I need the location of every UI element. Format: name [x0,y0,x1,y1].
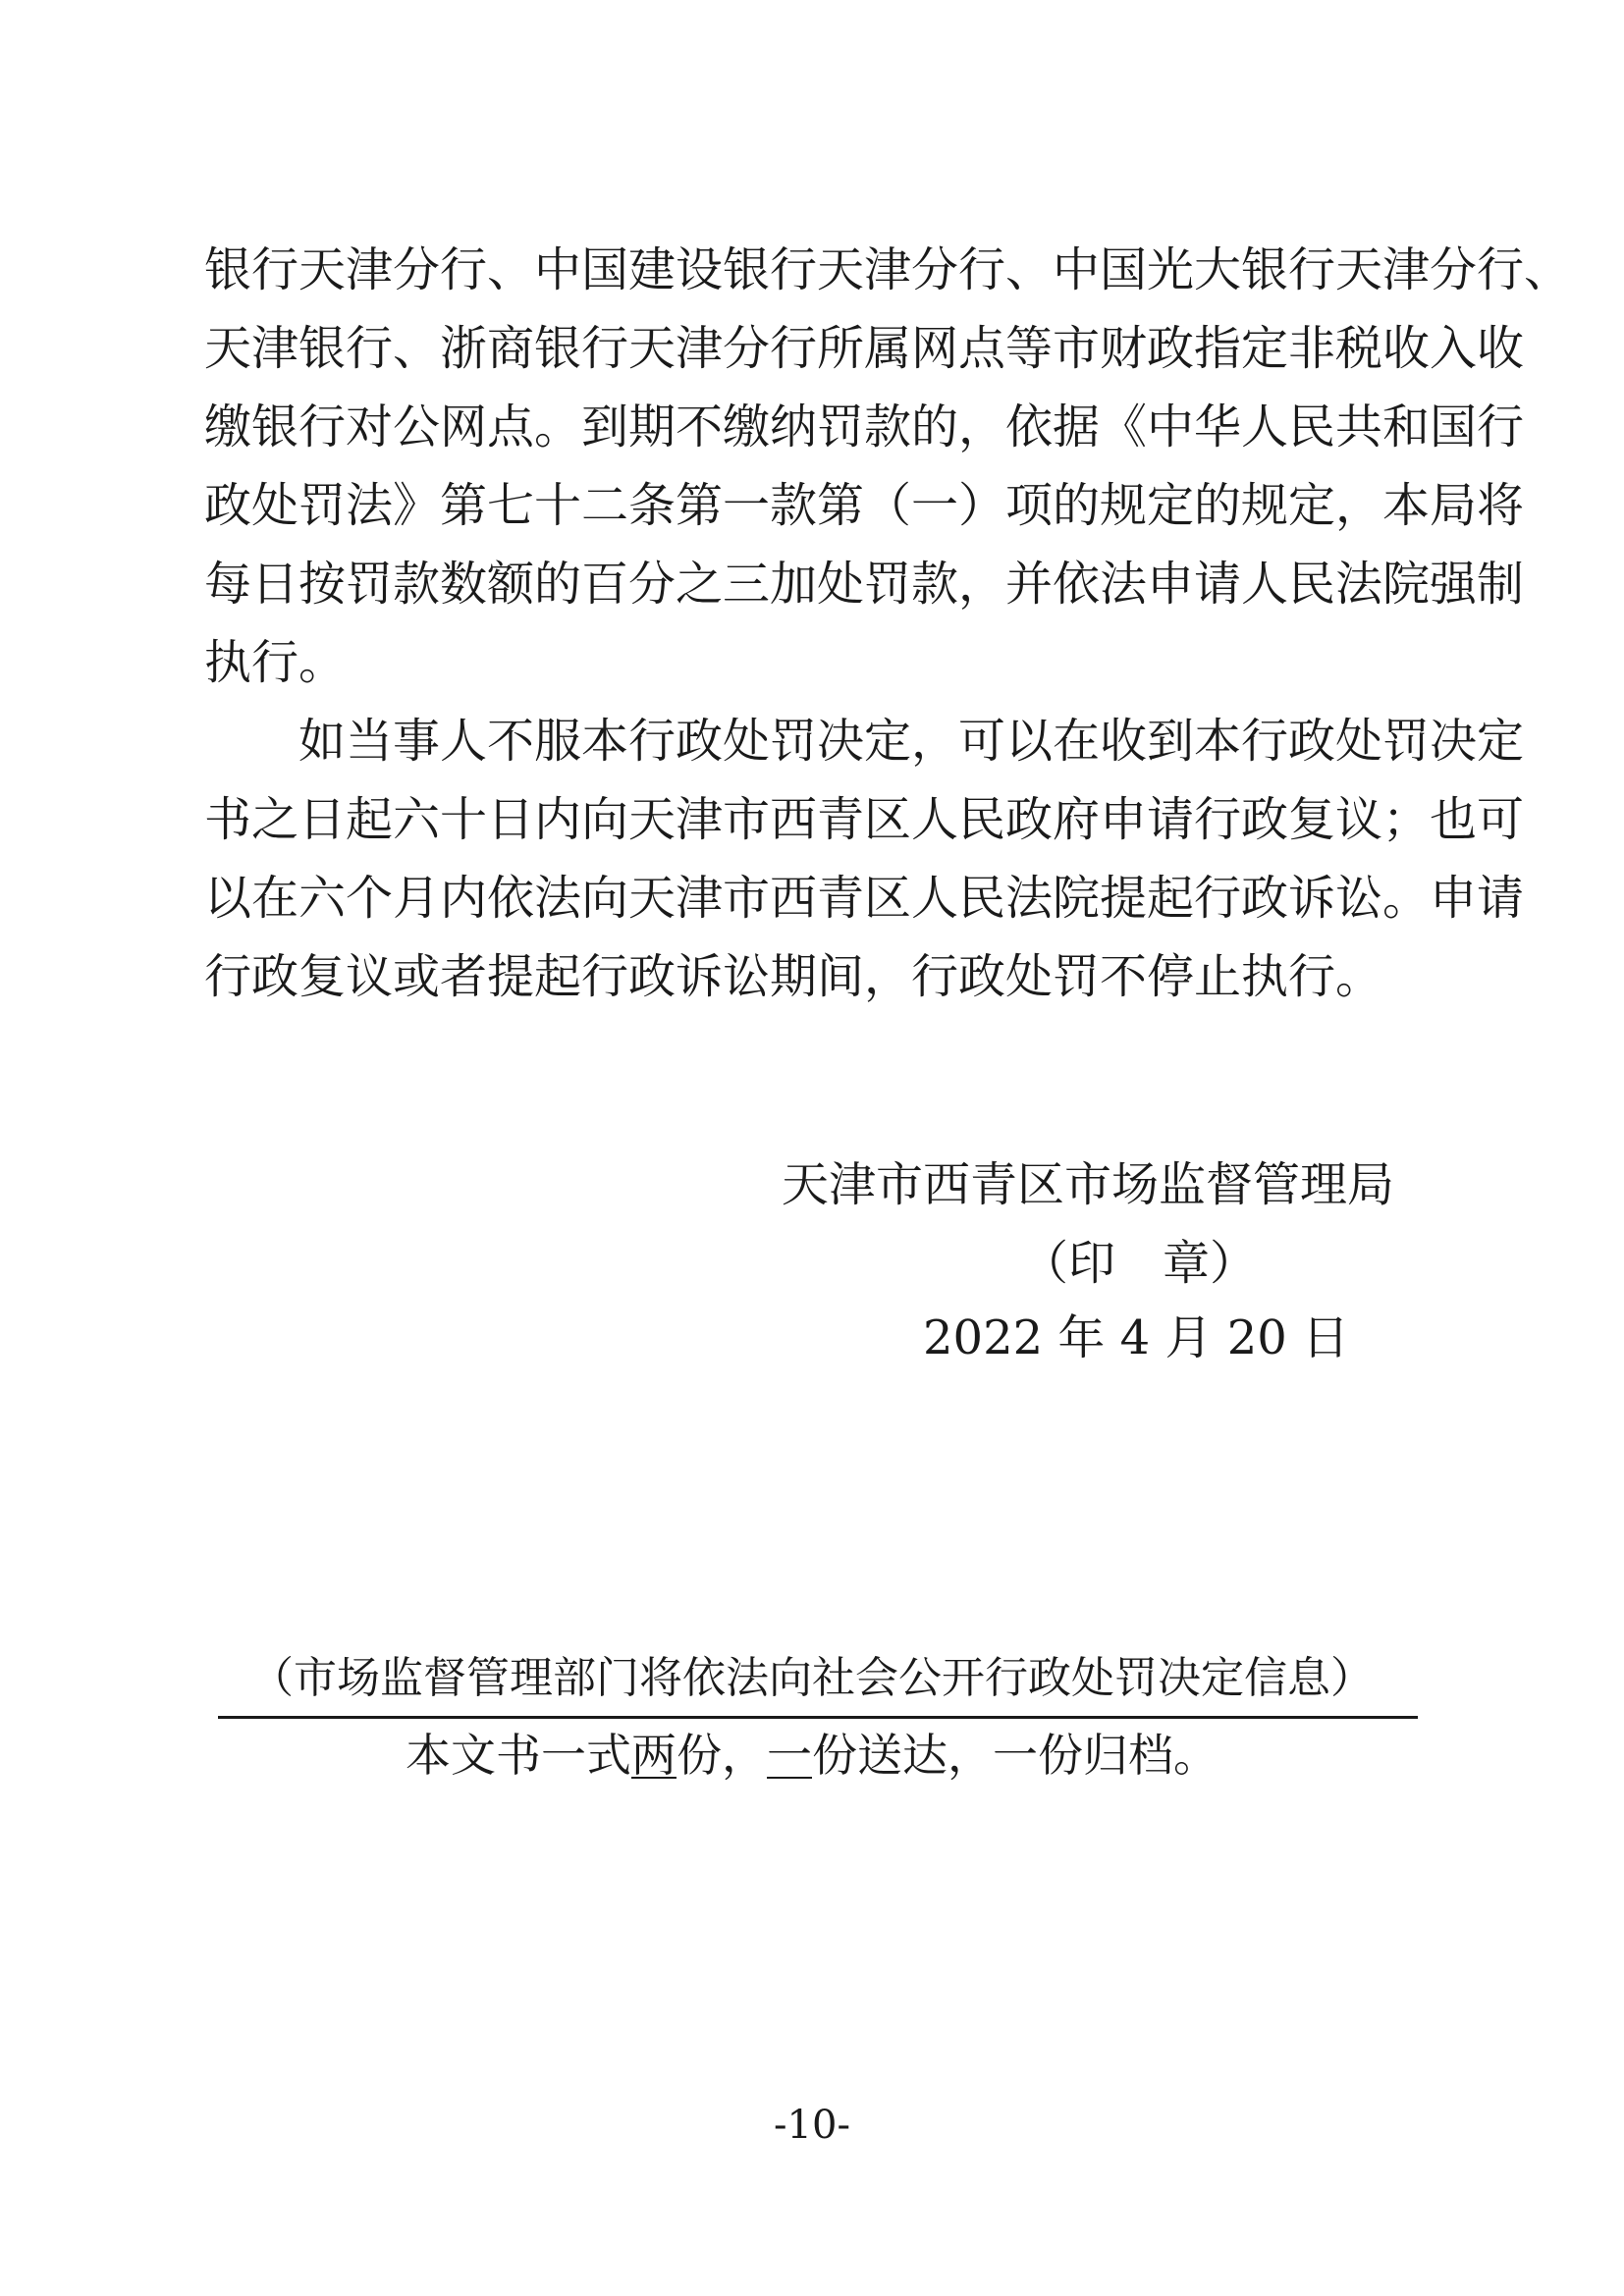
body-line-8: 书之日起六十日内向天津市西青区人民政府申请行政复议；也可 [204,792,1525,847]
body-line-6: 执行。 [204,635,347,690]
signing-date: 2022 年 4 月 20 日 [923,1310,1350,1365]
copies-mid: 份， [677,1729,767,1782]
body-line-2: 天津银行、浙商银行天津分行所属网点等市财政指定非税收入收 [204,321,1525,376]
body-line-5: 每日按罚款数额的百分之三加处罚款，并依法申请人民法院强制 [204,557,1525,612]
page-number: -10- [774,2103,850,2148]
copies-prefix: 本文书一式 [406,1729,631,1782]
copies-sent: 一 [767,1729,812,1782]
body-line-10: 行政复议或者提起行政诉讼期间，行政处罚不停止执行。 [204,949,1383,1004]
body-line-7: 如当事人不服本行政处罚决定，可以在收到本行政处罚决定 [204,714,1525,769]
copies-suffix: 份送达，一份归档。 [812,1729,1218,1782]
body-line-3: 缴银行对公网点。到期不缴纳罚款的，依据《中华人民共和国行 [204,400,1525,454]
public-disclosure-notice: （市场监督管理部门将依法向社会公开行政处罚决定信息） [250,1653,1374,1703]
footer-divider [218,1716,1418,1719]
signing-agency: 天津市西青区市场监督管理局 [782,1157,1395,1212]
seal-placeholder: （印 章） [1021,1236,1258,1291]
body-line-4: 政处罚法》第七十二条第一款第（一）项的规定的规定，本局将 [204,478,1525,533]
body-line-1: 银行天津分行、中国建设银行天津分行、中国光大银行天津分行、 [204,242,1572,297]
body-line-9: 以在六个月内依法向天津市西青区人民法院提起行政诉讼。申请 [204,871,1525,926]
copies-total: 两 [631,1729,677,1782]
copies-statement [0,1726,1624,1785]
